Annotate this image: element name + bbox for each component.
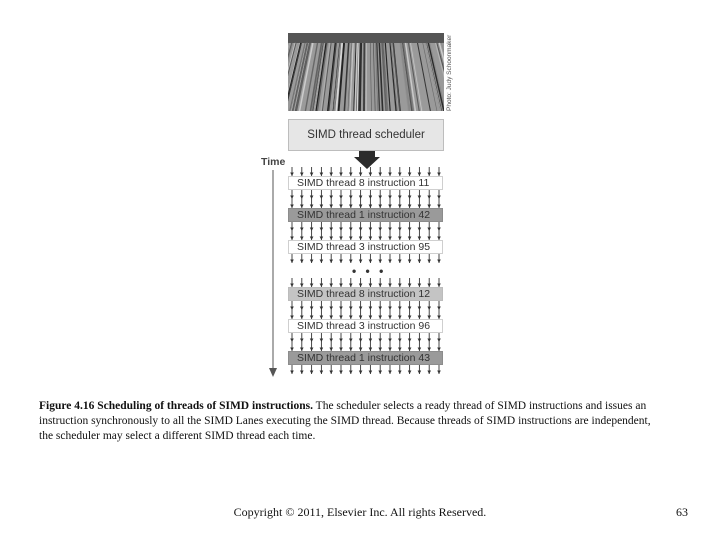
lane-arrow-head: [320, 260, 324, 264]
instruction-bar: [288, 176, 443, 190]
scheduler-label: SIMD thread scheduler: [307, 129, 425, 141]
instruction-label: SIMD thread 1 instruction 42: [297, 209, 431, 221]
lane-arrow-head: [369, 371, 373, 375]
lane-arrows-below-3: [288, 254, 444, 263]
page-number: 63: [676, 505, 688, 519]
lane-arrow-head: [320, 371, 324, 375]
instruction-label: SIMD thread 8 instruction 12: [297, 288, 431, 300]
lane-arrows-above-4: [288, 278, 444, 287]
lane-arrows-below-1: [288, 190, 444, 199]
lane-arrows-above-5: [288, 310, 444, 319]
loom-photo-image: [288, 33, 444, 111]
lane-arrow-head: [359, 371, 363, 375]
lane-arrow-head: [349, 260, 353, 264]
lane-arrow-head: [437, 371, 441, 375]
instruction-bar: [288, 351, 443, 365]
lane-arrow-head: [427, 371, 431, 375]
lane-arrow-head: [418, 260, 422, 264]
photo-top-band: [288, 33, 444, 43]
copyright-notice: Copyright © 2011, Elsevier Inc. All rights Reserved.: [233, 505, 487, 519]
lane-arrows-below-4: [288, 301, 444, 310]
lane-arrow-head: [329, 371, 333, 375]
lane-arrow-head: [369, 260, 373, 264]
lane-arrow-head: [339, 371, 343, 375]
lane-arrow-head: [290, 371, 294, 375]
lane-arrows-below-6: [288, 365, 444, 374]
instruction-bar: [288, 208, 443, 222]
lane-arrow-head: [349, 371, 353, 375]
instruction-label: SIMD thread 3 instruction 95: [297, 241, 431, 253]
photo-credit: Photo: Judy Schoonmaker: [446, 34, 453, 111]
ellipsis: • • •: [352, 264, 387, 278]
lane-arrows-above-2: [288, 199, 444, 208]
lane-arrow-head: [408, 371, 412, 375]
lane-arrow-head: [378, 371, 382, 375]
lane-arrow-head: [398, 371, 402, 375]
lane-arrow-head: [300, 260, 304, 264]
instruction-label: SIMD thread 8 instruction 11: [297, 177, 430, 189]
lane-arrows-above-6: [288, 342, 444, 351]
caption-body: The scheduler selects a ready thread of SIMD instructions and issues an instruction synchronously to all the SIMD Lanes executing the SIMD thread. Because threads of SIMD instructions are independent, the scheduler may select a different SIMD thread each time.: [39, 400, 651, 442]
instruction-label: SIMD thread 3 instruction 96: [297, 320, 431, 332]
lane-arrow-head: [437, 260, 441, 264]
instruction-bar: [288, 287, 443, 301]
lane-arrow-head: [300, 371, 304, 375]
lane-arrows-above-1: [288, 167, 444, 176]
figure-caption: [39, 399, 659, 444]
lane-arrow-head: [290, 260, 294, 264]
lane-arrow-head: [418, 371, 422, 375]
lane-arrows-below-2: [288, 222, 444, 231]
lane-arrow-head: [339, 260, 343, 264]
time-axis-arrow: [262, 168, 282, 378]
time-axis-label: Time: [261, 156, 286, 168]
lane-arrows-above-3: [288, 231, 444, 240]
lane-arrow-head: [427, 260, 431, 264]
lane-arrow-head: [359, 260, 363, 264]
lane-arrow-head: [398, 260, 402, 264]
instruction-bar: [288, 240, 443, 254]
instruction-bar: [288, 319, 443, 333]
lane-arrow-head: [388, 260, 392, 264]
lane-arrows-below-5: [288, 333, 444, 342]
simd-thread-scheduler-box: [288, 119, 444, 151]
lane-arrow-head: [408, 260, 412, 264]
lane-arrow-head: [329, 260, 333, 264]
lane-arrow-head: [378, 260, 382, 264]
caption-title: Figure 4.16 Scheduling of threads of SIMD instructions.: [39, 400, 314, 412]
lane-arrow-head: [388, 371, 392, 375]
instruction-label: SIMD thread 1 instruction 43: [297, 352, 431, 364]
lane-arrow-head: [310, 371, 314, 375]
lane-arrow-head: [310, 260, 314, 264]
loom-photo: [288, 33, 444, 111]
